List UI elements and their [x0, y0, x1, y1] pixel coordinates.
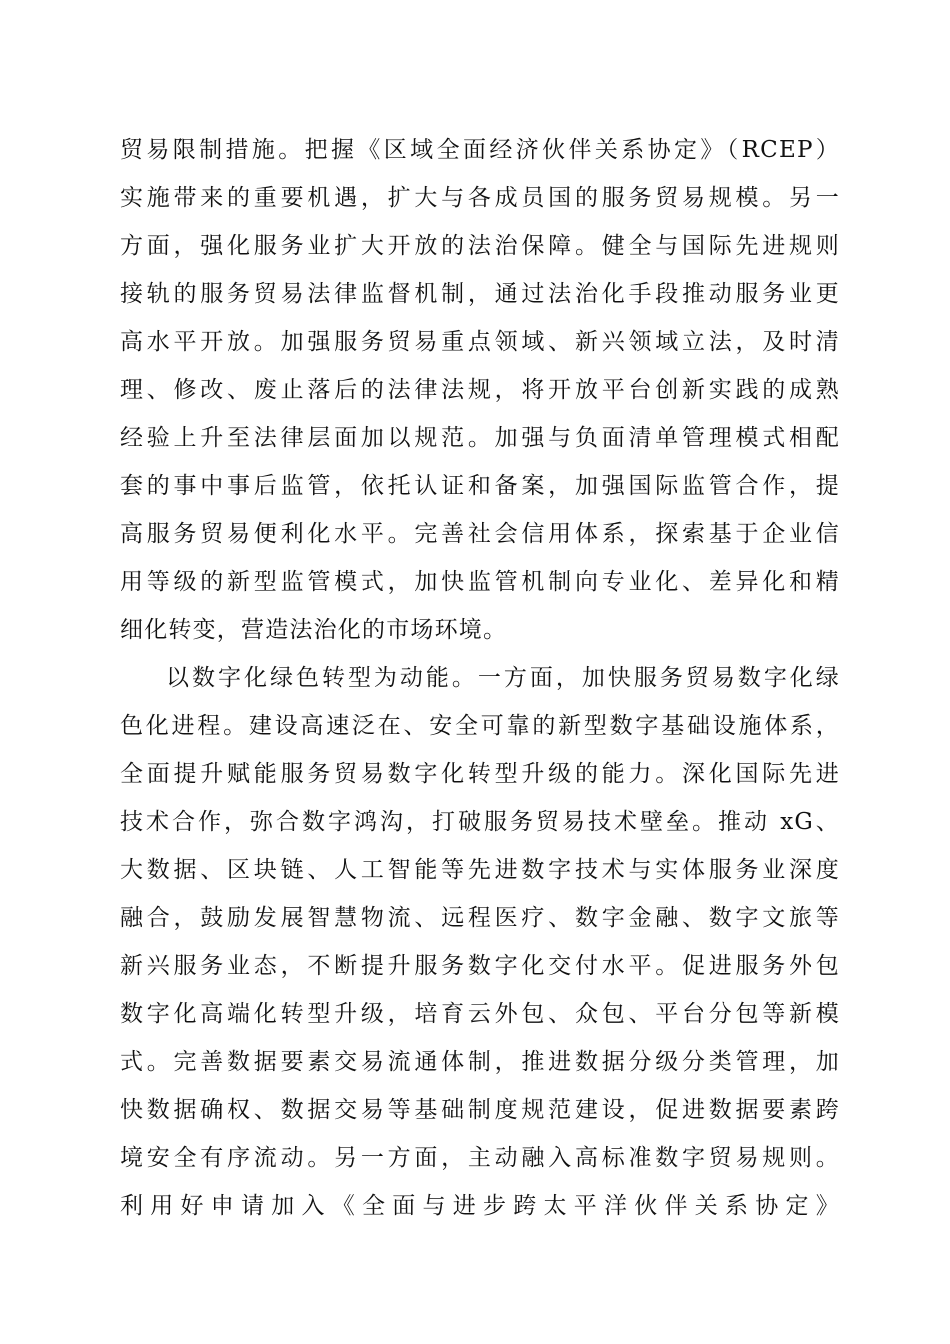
text-line: 接轨的服务贸易法律监督机制，通过法治化手段推动服务业更 — [120, 281, 840, 307]
text-line: 实施带来的重要机遇，扩大与各成员国的服务贸易规模。另一 — [120, 185, 840, 211]
text-line: 理、修改、废止落后的法律法规，将开放平台创新实践的成熟 — [120, 377, 840, 403]
paragraph-heading-line: 以数字化绿色转型为动能。一方面，加快服务贸易数字化绿 — [166, 665, 840, 691]
text-line: 全面提升赋能服务贸易数字化转型升级的能力。深化国际先进 — [120, 761, 840, 787]
text-line: 用等级的新型监管模式，加快监管机制向专业化、差异化和精 — [120, 569, 840, 595]
text-line: 数字化高端化转型升级，培育云外包、众包、平台分包等新模 — [120, 1001, 840, 1027]
body-text — [120, 126, 840, 1230]
text-line: 高水平开放。加强服务贸易重点领域、新兴领域立法，及时清 — [120, 329, 840, 355]
text-line: 技术合作，弥合数字鸿沟，打破服务贸易技术壁垒。推动 xG、 — [120, 809, 840, 835]
text-line: 经验上升至法律层面加以规范。加强与负面清单管理模式相配 — [120, 425, 840, 451]
text-line: 快数据确权、数据交易等基础制度规范建设，促进数据要素跨 — [120, 1097, 840, 1123]
text-line: 新兴服务业态，不断提升服务数字化交付水平。促进服务外包 — [120, 953, 840, 979]
text-line: 方面，强化服务业扩大开放的法治保障。健全与国际先进规则 — [120, 233, 840, 259]
text-line: 式。完善数据要素交易流通体制，推进数据分级分类管理，加 — [120, 1049, 840, 1075]
text-line: 贸易限制措施。把握《区域全面经济伙伴关系协定》（RCEP） — [120, 137, 840, 163]
text-line: 利用好申请加入《全面与进步跨太平洋伙伴关系协定》 — [120, 1193, 840, 1219]
text-line: 大数据、区块链、人工智能等先进数字技术与实体服务业深度 — [120, 857, 840, 883]
text-line: 色化进程。建设高速泛在、安全可靠的新型数字基础设施体系， — [120, 713, 840, 739]
text-line: 细化转变，营造法治化的市场环境。 — [120, 617, 508, 643]
text-line: 套的事中事后监管，依托认证和备案，加强国际监管合作，提 — [120, 473, 840, 499]
text-line: 高服务贸易便利化水平。完善社会信用体系，探索基于企业信 — [120, 521, 840, 547]
text-line: 融合，鼓励发展智慧物流、远程医疗、数字金融、数字文旅等 — [120, 905, 840, 931]
text-line: 境安全有序流动。另一方面，主动融入高标准数字贸易规则。 — [120, 1145, 840, 1171]
